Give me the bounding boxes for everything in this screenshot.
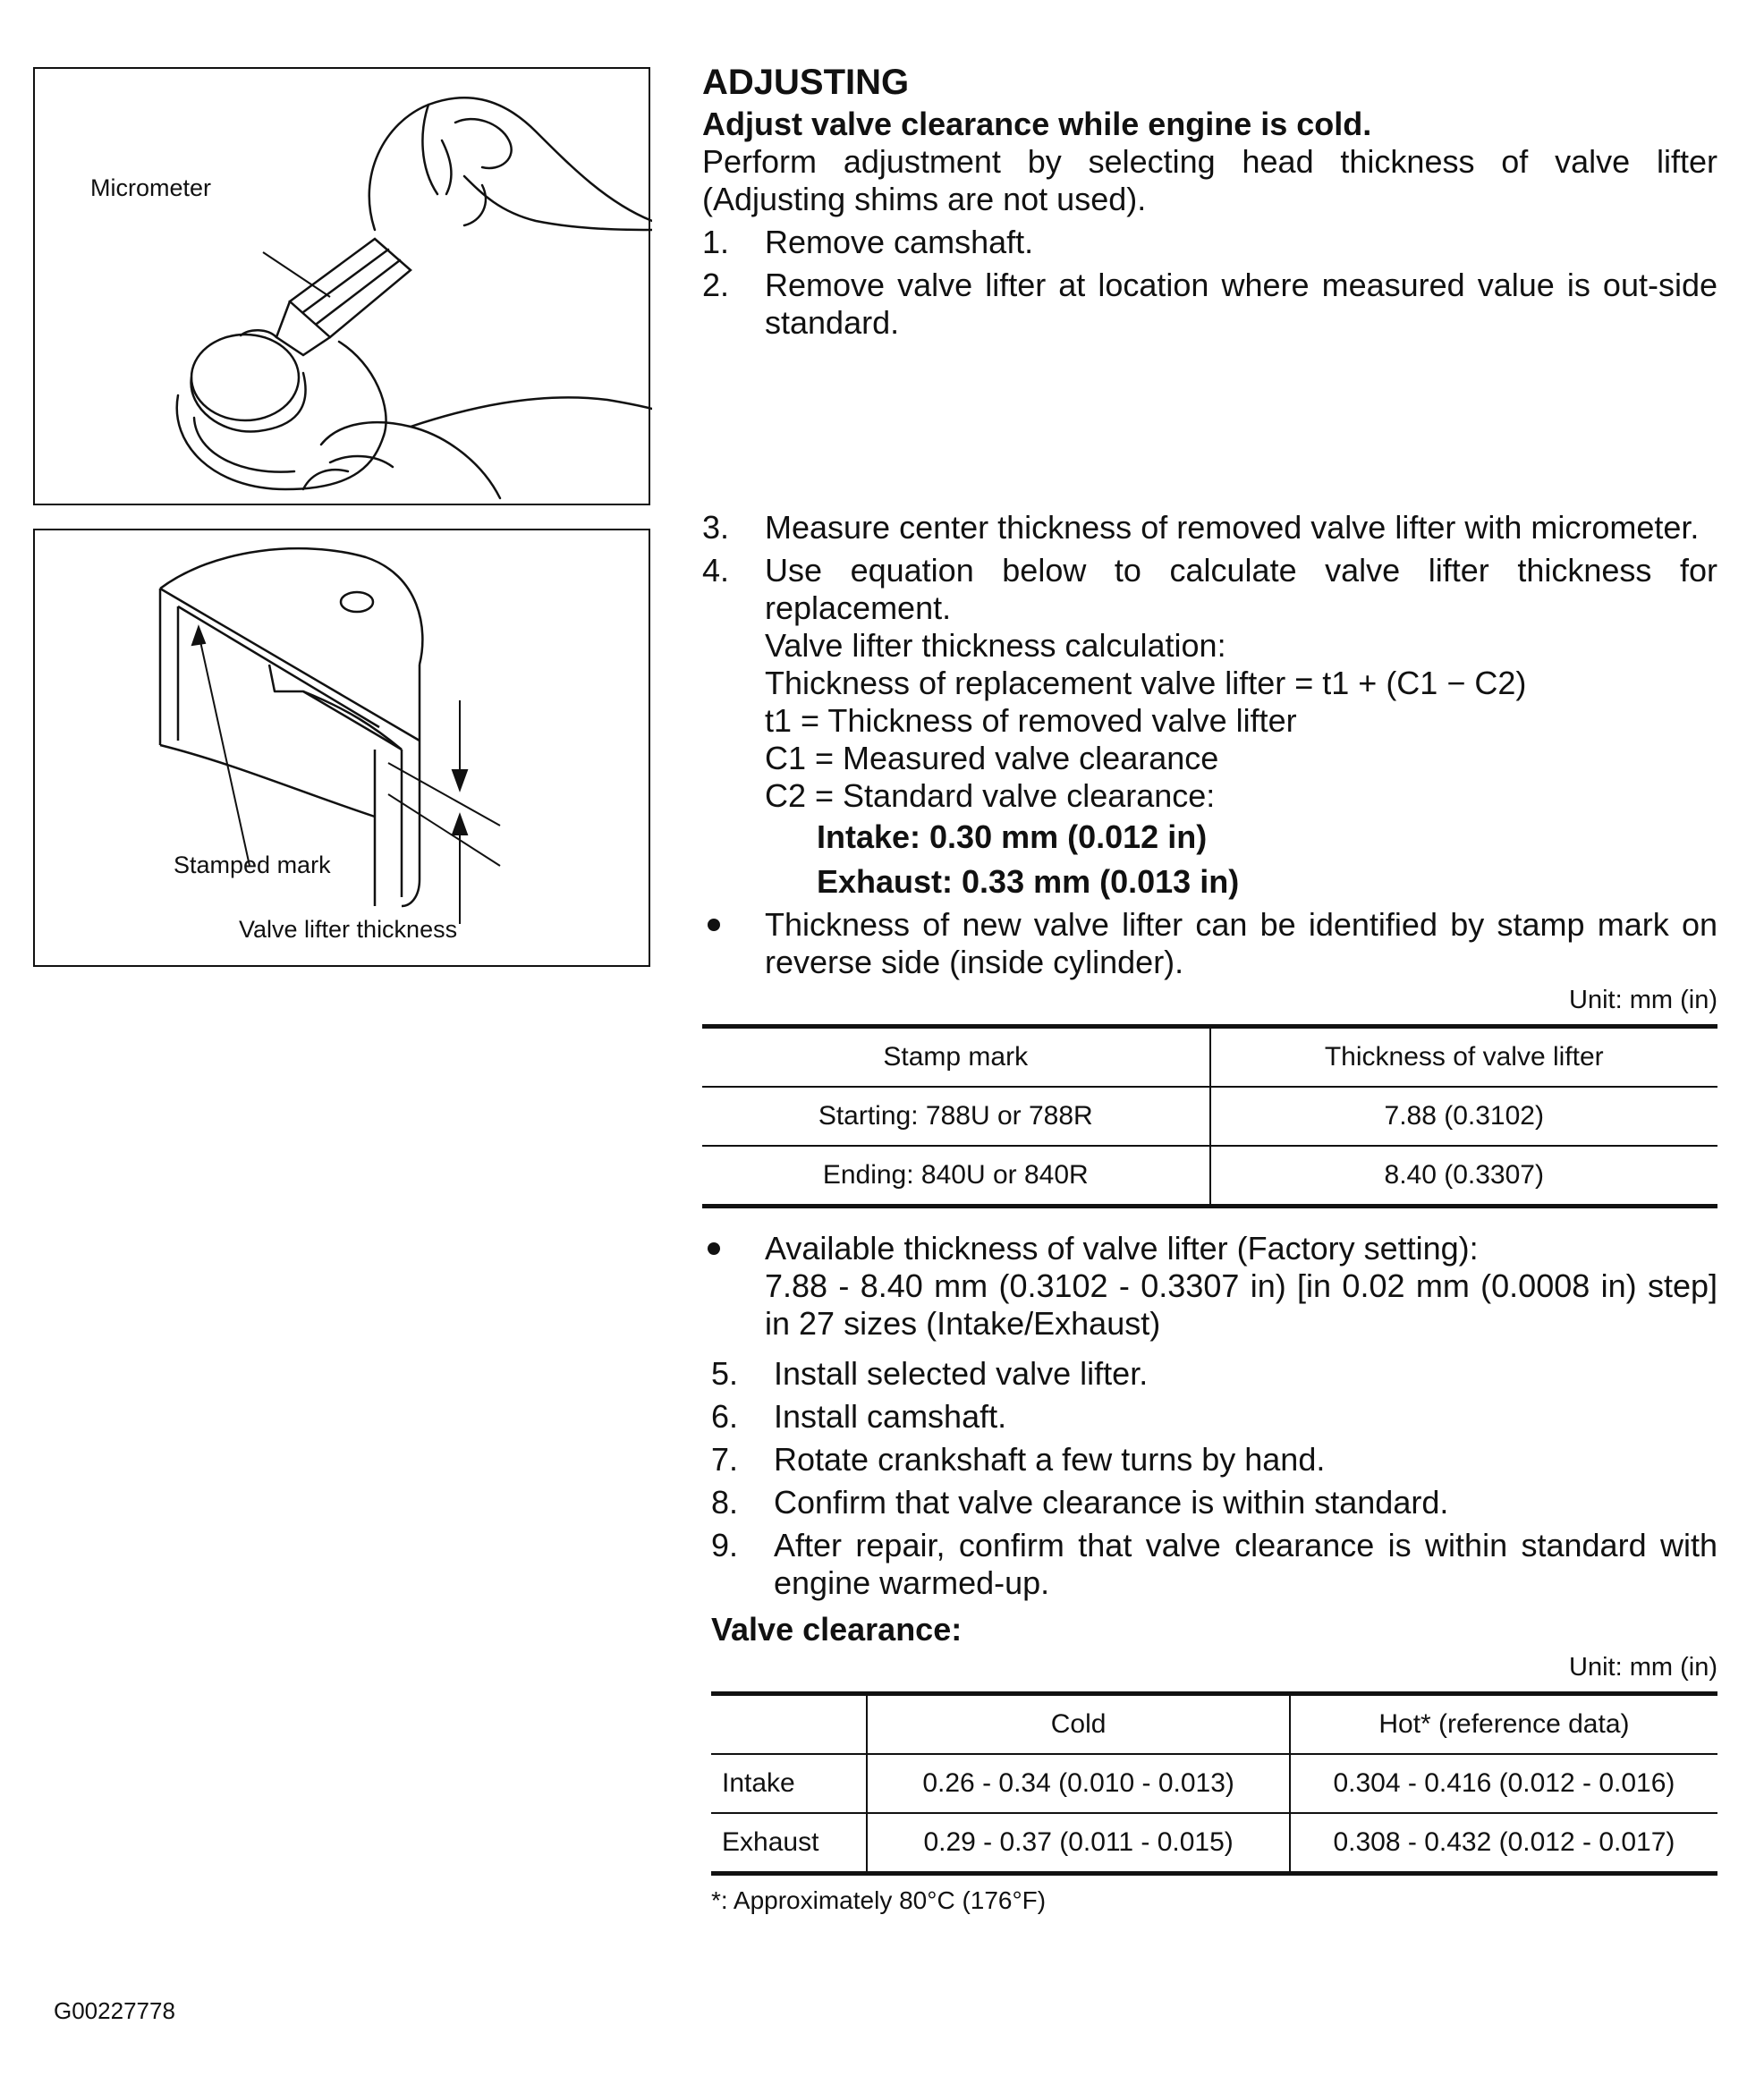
table2-unit: Unit: mm (in) <box>1569 1653 1717 1682</box>
step-text: Use equation below to calculate valve lifter thickness for replacement. <box>765 552 1717 626</box>
valve-lifter-figure <box>33 529 650 967</box>
table-row <box>711 1754 1717 1813</box>
step-6 <box>711 1398 1717 1436</box>
step-number: 7. <box>711 1441 739 1478</box>
table-header: Hot* (reference data) <box>1290 1694 1717 1755</box>
valve-lifter-thickness-label: Valve lifter thickness <box>239 916 458 943</box>
bullet-dot <box>708 919 720 931</box>
table1-unit: Unit: mm (in) <box>1569 986 1717 1014</box>
table-cell: Intake <box>711 1754 867 1813</box>
calc-title: Valve lifter thickness calculation: <box>765 627 1226 664</box>
bullet-available-thickness <box>702 1230 1717 1343</box>
stamped-mark-label: Stamped mark <box>174 852 331 878</box>
step-text: Rotate crankshaft a few turns by hand. <box>774 1441 1326 1478</box>
micrometer-label: Micrometer <box>90 174 212 201</box>
step-number: 5. <box>711 1355 739 1392</box>
figure-code: G00227778 <box>54 1997 175 2024</box>
step-text: Remove camshaft. <box>765 224 1034 260</box>
step-2 <box>702 267 1717 342</box>
table-header: Thickness of valve lifter <box>1210 1027 1718 1088</box>
table-header <box>711 1694 867 1755</box>
table-cell: 0.29 - 0.37 (0.011 - 0.015) <box>867 1813 1290 1874</box>
bullet-text: Thickness of new valve lifter can be identified by stamp mark on reverse side (inside cylinder). <box>765 906 1717 980</box>
table-cell: 0.304 - 0.416 (0.012 - 0.016) <box>1290 1754 1717 1813</box>
step-text: Remove valve lifter at location where measured value is out-side standard. <box>765 267 1717 341</box>
content-column <box>702 61 1717 1915</box>
micrometer-figure <box>33 67 650 505</box>
steps-group-a <box>702 224 1717 342</box>
footnote: *: Approximately 80°C (176°F) <box>711 1886 1047 1914</box>
stamp-mark-table <box>702 1024 1717 1208</box>
intro-paragraph: Perform adjustment by selecting head thickness of valve lifter (Adjusting shims are not used). <box>702 143 1717 217</box>
bullet-dot <box>708 1242 720 1255</box>
step-number: 9. <box>711 1527 739 1563</box>
step-4 <box>702 552 1717 627</box>
step-number: 6. <box>711 1398 739 1435</box>
step-text: Install selected valve lifter. <box>774 1355 1149 1392</box>
step-number: 4. <box>702 552 730 589</box>
bullet-line-2: 7.88 - 8.40 mm (0.3102 - 0.3307 in) [in 0.02 mm (0.0008 in) step] in 27 sizes (Intake/Exhaust) <box>765 1267 1717 1342</box>
calc-equation: Thickness of replacement valve lifter = t1 + (C1 − C2) <box>765 665 1527 701</box>
valve-clearance-table <box>711 1691 1717 1876</box>
table-header: Cold <box>867 1694 1290 1755</box>
table-cell: 7.88 (0.3102) <box>1210 1087 1718 1146</box>
table-cell: 0.308 - 0.432 (0.012 - 0.017) <box>1290 1813 1717 1874</box>
calculation-block <box>702 627 1717 815</box>
table-header: Stamp mark <box>702 1027 1210 1088</box>
steps-group-b <box>702 509 1717 904</box>
table-row <box>711 1813 1717 1874</box>
step-number: 3. <box>702 509 730 546</box>
page-heading: ADJUSTING <box>702 63 910 102</box>
step-text: After repair, confirm that valve clearance is within standard with engine warmed-up. <box>774 1527 1717 1601</box>
step-number: 8. <box>711 1484 739 1521</box>
table-cell: Starting: 788U or 788R <box>702 1087 1210 1146</box>
intake-standard: Intake: 0.30 mm (0.012 in) <box>817 818 1208 855</box>
step-1 <box>702 224 1717 261</box>
step-5 <box>711 1355 1717 1393</box>
table-cell: 0.26 - 0.34 (0.010 - 0.013) <box>867 1754 1290 1813</box>
table-header-row <box>702 1027 1717 1088</box>
calc-t1: t1 = Thickness of removed valve lifter <box>765 702 1297 739</box>
table-row <box>702 1146 1717 1207</box>
steps-group-c <box>711 1355 1717 1915</box>
table-cell: Ending: 840U or 840R <box>702 1146 1210 1207</box>
exhaust-standard: Exhaust: 0.33 mm (0.013 in) <box>817 863 1240 900</box>
micrometer-illustration <box>35 69 652 507</box>
step-3 <box>702 509 1717 547</box>
valve-clearance-title: Valve clearance: <box>711 1611 963 1648</box>
table-header-row <box>711 1694 1717 1755</box>
step-9 <box>711 1527 1717 1602</box>
step-text: Confirm that valve clearance is within standard. <box>774 1484 1449 1521</box>
step-text: Install camshaft. <box>774 1398 1007 1435</box>
step-8 <box>711 1484 1717 1521</box>
table-cell: Exhaust <box>711 1813 867 1874</box>
table-row <box>702 1087 1717 1146</box>
subheading: Adjust valve clearance while engine is cold. <box>702 106 1372 142</box>
valve-lifter-illustration <box>35 530 652 969</box>
calc-c2: C2 = Standard valve clearance: <box>765 777 1216 814</box>
step-number: 1. <box>702 224 730 260</box>
bullet-stamp-mark <box>702 906 1717 981</box>
step-text: Measure center thickness of removed valve lifter with micrometer. <box>765 509 1700 546</box>
bullet-line-1: Available thickness of valve lifter (Factory setting): <box>765 1230 1479 1267</box>
table-cell: 8.40 (0.3307) <box>1210 1146 1718 1207</box>
step-number: 2. <box>702 267 730 303</box>
step-7 <box>711 1441 1717 1479</box>
calc-c1: C1 = Measured valve clearance <box>765 740 1219 776</box>
